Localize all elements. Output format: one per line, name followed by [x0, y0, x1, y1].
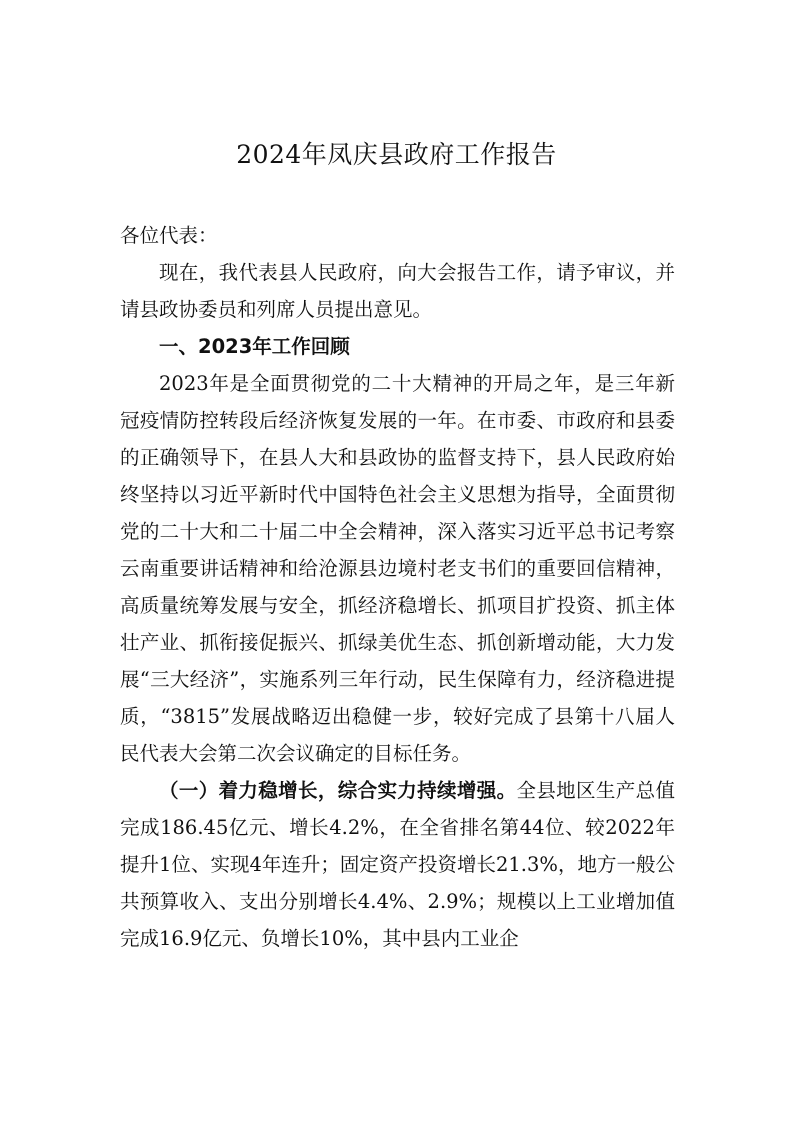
subsection-paragraph	[120, 772, 675, 957]
subsection-text: 全县地区生产总值完成186.45亿元、增长4.2%，在全省排名第44位、较2022年提升1位、实现4年连升；固定资产投资增长21.3%，地方一般公共预算收入、支出分别增长4.4%、2.9%；规模以上工业增加值完成16.9亿元、负增长10%，其中县内工业企	[120, 779, 675, 950]
document-title: 2024年凤庆县政府工作报告	[236, 140, 557, 169]
intro-paragraph: 现在，我代表县人民政府，向大会报告工作，请予审议，并请县政协委员和列席人员提出意见。	[120, 261, 675, 321]
review-paragraph: 2023年是全面贯彻党的二十大精神的开局之年，是三年新冠疫情防控转段后经济恢复发展的一年。在市委、市政府和县委的正确领导下，在县人大和县政协的监督支持下，县人民政府始终坚持以习近平新时代中国特色社会主义思想为指导，全面贯彻党的二十大和二十届二中全会精神，深入落实习近平总书记考察云南重要讲话精神和给沧源县边境村老支书们的重要回信精神，高质量统筹发展与安全，抓经济稳增长、抓项目扩投资、抓主体壮产业、抓衔接促振兴、抓绿美优生态、抓创新增动能，大力发展“三大经济”，实施系列三年行动，民生保障有力，经济稳进提质，“3815”发展战略迈出稳健一步，较好完成了县第十八届人民代表大会第二次会议确定的目标任务。	[120, 372, 675, 765]
section-heading: 一、2023年工作回顾	[159, 335, 350, 358]
salutation: 各位代表：	[120, 224, 218, 247]
document-body	[120, 217, 675, 957]
subsection-lead: （一）着力稳增长，综合实力持续增强。	[159, 779, 517, 802]
